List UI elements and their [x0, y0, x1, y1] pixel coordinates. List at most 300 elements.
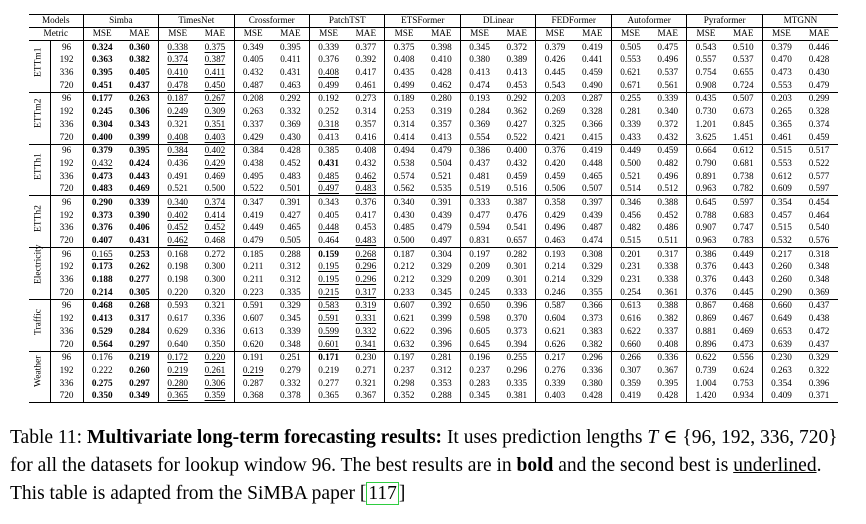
metric-value: 0.208 [242, 93, 264, 104]
metric-value: 0.193 [544, 248, 566, 259]
value-cell [196, 222, 234, 235]
value-cell [423, 131, 461, 144]
value-cell [385, 351, 423, 364]
value-cell [687, 338, 725, 351]
value-cell [611, 66, 649, 79]
model-header: Autoformer [611, 15, 686, 28]
value-cell [460, 170, 498, 183]
metric-value: 0.403 [544, 390, 566, 401]
metric-value: 0.470 [771, 54, 792, 65]
caption-bold-word: bold [516, 455, 554, 476]
metric-value: 0.408 [393, 54, 415, 65]
value-cell [423, 196, 461, 209]
value-cell [83, 118, 121, 131]
value-cell [611, 312, 649, 325]
value-cell [725, 286, 763, 299]
value-cell [121, 131, 159, 144]
value-cell [574, 222, 612, 235]
value-cell [121, 312, 159, 325]
metric-value: 0.576 [808, 235, 830, 246]
metric-value: 0.479 [430, 222, 452, 233]
metric-value: 0.426 [544, 54, 566, 65]
value-cell [649, 222, 687, 235]
metric-value: 0.435 [393, 67, 415, 78]
metric-value: 0.782 [732, 183, 754, 194]
value-cell [687, 79, 725, 92]
value-cell [574, 144, 612, 157]
value-cell [800, 66, 838, 79]
value-cell [649, 144, 687, 157]
value-cell [574, 312, 612, 325]
value-cell [536, 325, 574, 338]
value-cell [159, 170, 197, 183]
value-cell [347, 183, 385, 196]
table-row [29, 196, 838, 209]
metric-value: 0.233 [393, 286, 415, 297]
second-best-value: 0.408 [318, 67, 339, 78]
best-value: 0.405 [129, 67, 150, 78]
table-row [29, 286, 838, 299]
metric-value: 0.283 [469, 377, 490, 388]
value-cell [800, 105, 838, 118]
metric-value: 0.329 [430, 274, 452, 285]
metric-value: 0.339 [280, 325, 301, 336]
value-cell [536, 299, 574, 312]
metric-value: 0.436 [167, 157, 189, 168]
value-cell [159, 325, 197, 338]
value-cell [423, 377, 461, 390]
metric-value: 0.891 [695, 170, 717, 181]
value-cell [272, 131, 310, 144]
value-cell [762, 248, 800, 261]
second-best-value: 0.267 [204, 93, 226, 104]
metric-value: 0.449 [732, 248, 754, 259]
value-cell [725, 351, 763, 364]
value-cell [800, 286, 838, 299]
value-cell [83, 105, 121, 118]
value-cell [159, 390, 197, 403]
value-cell [159, 299, 197, 312]
metric-value: 0.339 [657, 93, 679, 104]
metric-value: 0.607 [393, 300, 415, 311]
metric-value: 0.384 [242, 145, 264, 156]
value-cell [574, 66, 612, 79]
metric-value: 0.348 [280, 338, 301, 349]
metric-value: 0.376 [355, 196, 377, 207]
metric-value: 0.335 [506, 377, 528, 388]
value-cell [611, 234, 649, 247]
value-cell [649, 92, 687, 105]
value-cell [649, 312, 687, 325]
value-cell [762, 390, 800, 403]
value-cell [310, 209, 348, 222]
value-cell [159, 196, 197, 209]
value-cell [347, 248, 385, 261]
value-cell [611, 248, 649, 261]
results-table-container [29, 14, 838, 403]
metric-value: 0.613 [620, 300, 641, 311]
metric-value: 0.419 [242, 209, 264, 220]
value-cell [536, 118, 574, 131]
metric-value: 0.362 [506, 106, 528, 117]
value-cell [800, 351, 838, 364]
metric-value: 0.486 [657, 222, 679, 233]
value-cell [611, 209, 649, 222]
metric-value: 0.724 [732, 79, 754, 90]
value-cell [574, 209, 612, 222]
prediction-length-cell: 192 [50, 261, 83, 274]
metric-value: 0.427 [280, 209, 301, 220]
metric-value: 0.287 [581, 93, 603, 104]
second-best-value: 0.359 [204, 390, 226, 401]
value-cell [460, 41, 498, 54]
metric-value: 0.739 [695, 364, 717, 375]
metric-value: 0.517 [808, 145, 830, 156]
value-cell [83, 377, 121, 390]
value-cell [649, 377, 687, 390]
metric-value: 0.432 [657, 131, 679, 142]
value-cell [159, 234, 197, 247]
value-cell [196, 105, 234, 118]
value-cell [800, 234, 838, 247]
metric-value: 0.428 [808, 54, 830, 65]
metric-value: 0.388 [657, 300, 679, 311]
metric-value: 0.273 [355, 93, 377, 104]
table-caption [10, 424, 856, 508]
metric-value: 0.561 [657, 79, 679, 90]
value-cell [234, 118, 272, 131]
value-cell [687, 364, 725, 377]
value-cell [536, 286, 574, 299]
value-cell [762, 92, 800, 105]
value-cell [310, 105, 348, 118]
metric-value: 0.191 [242, 352, 264, 363]
metric-value: 0.339 [318, 41, 339, 52]
metric-value: 0.396 [808, 377, 830, 388]
metric-value: 0.245 [469, 286, 490, 297]
metric-value: 0.431 [280, 67, 301, 78]
second-best-value: 0.462 [355, 170, 377, 181]
prediction-length-cell: 192 [50, 312, 83, 325]
second-best-value: 0.319 [355, 300, 377, 311]
value-cell [460, 286, 498, 299]
metric-value: 0.496 [544, 222, 566, 233]
value-cell [611, 118, 649, 131]
metric-value: 0.501 [280, 183, 301, 194]
second-best-value: 0.485 [318, 170, 339, 181]
metric-value: 0.371 [808, 390, 830, 401]
value-cell [762, 325, 800, 338]
value-cell [159, 79, 197, 92]
value-cell [725, 209, 763, 222]
metric-value: 0.461 [355, 79, 377, 90]
value-cell [687, 183, 725, 196]
metric-value: 0.254 [620, 286, 641, 297]
metric-value: 0.284 [469, 106, 490, 117]
metric-value: 0.626 [544, 338, 566, 349]
best-value: 0.159 [318, 248, 339, 259]
second-best-value: 0.268 [355, 248, 377, 259]
value-cell [423, 92, 461, 105]
second-best-value: 0.410 [167, 67, 189, 78]
value-cell [611, 351, 649, 364]
metric-value: 0.276 [544, 364, 566, 375]
second-best-value: 0.219 [167, 364, 189, 375]
metric-value: 0.336 [204, 313, 226, 324]
table-row [29, 170, 838, 183]
metric-value: 0.219 [318, 364, 339, 375]
value-cell [121, 248, 159, 261]
metric-value: 0.419 [581, 41, 603, 52]
best-value: 0.245 [91, 106, 113, 117]
metric-value: 0.622 [695, 352, 717, 363]
best-value: 0.363 [91, 54, 113, 65]
metric-value: 0.237 [393, 364, 415, 375]
value-cell [83, 390, 121, 403]
second-best-value: 0.448 [318, 222, 339, 233]
value-cell [611, 105, 649, 118]
value-cell [196, 273, 234, 286]
metric-value: 0.396 [430, 325, 452, 336]
metric-value: 0.212 [393, 261, 415, 272]
value-cell [196, 183, 234, 196]
value-cell [234, 222, 272, 235]
value-cell [83, 131, 121, 144]
value-cell [385, 234, 423, 247]
metric-header: MSE [762, 28, 800, 41]
value-cell [272, 377, 310, 390]
metric-value: 0.237 [469, 364, 490, 375]
value-cell [498, 273, 536, 286]
metric-value: 0.214 [544, 261, 566, 272]
metric-value: 0.367 [657, 364, 679, 375]
metric-value: 0.203 [771, 93, 792, 104]
value-cell [611, 273, 649, 286]
value-cell [687, 325, 725, 338]
metric-value: 0.443 [732, 274, 754, 285]
value-cell [385, 41, 423, 54]
metric-value: 0.338 [657, 274, 679, 285]
value-cell [762, 157, 800, 170]
value-cell [687, 209, 725, 222]
value-cell [423, 170, 461, 183]
second-best-value: 0.387 [204, 54, 226, 65]
metric-value: 0.395 [657, 377, 679, 388]
value-cell [310, 286, 348, 299]
metric-value: 0.272 [204, 248, 226, 259]
value-cell [800, 118, 838, 131]
metric-value: 0.231 [620, 261, 641, 272]
value-cell [574, 390, 612, 403]
metric-value: 0.557 [695, 54, 717, 65]
value-cell [725, 170, 763, 183]
value-cell [159, 222, 197, 235]
metric-value: 0.437 [469, 157, 490, 168]
second-best-value: 0.601 [318, 338, 339, 349]
metric-value: 0.220 [167, 286, 189, 297]
value-cell [196, 377, 234, 390]
model-header: Pyraformer [687, 15, 762, 28]
prediction-length-cell: 96 [50, 41, 83, 54]
value-cell [272, 286, 310, 299]
value-cell [498, 66, 536, 79]
metric-value: 0.408 [657, 338, 679, 349]
value-cell [234, 261, 272, 274]
metric-value: 0.253 [393, 106, 415, 117]
value-cell [83, 364, 121, 377]
value-cell [159, 209, 197, 222]
value-cell [385, 131, 423, 144]
value-cell [574, 364, 612, 377]
value-cell [310, 248, 348, 261]
value-cell [347, 364, 385, 377]
metric-value: 0.365 [771, 118, 792, 129]
value-cell [347, 222, 385, 235]
second-best-value: 0.331 [355, 313, 377, 324]
best-value: 0.473 [91, 170, 113, 181]
value-cell [611, 92, 649, 105]
metric-value: 0.217 [771, 248, 792, 259]
value-cell [272, 325, 310, 338]
best-value: 0.390 [129, 209, 150, 220]
best-value: 0.177 [91, 93, 113, 104]
metric-value: 0.730 [695, 106, 717, 117]
value-cell [272, 234, 310, 247]
value-cell [310, 157, 348, 170]
value-cell [498, 196, 536, 209]
metric-value: 0.428 [657, 390, 679, 401]
metric-value: 0.487 [581, 222, 603, 233]
second-best-value: 0.414 [204, 209, 226, 220]
table-row [29, 390, 838, 403]
metric-value: 0.754 [695, 67, 717, 78]
metric-value: 0.430 [808, 67, 830, 78]
metric-value: 0.265 [771, 106, 792, 117]
value-cell [725, 66, 763, 79]
value-cell [159, 338, 197, 351]
metric-value: 0.333 [506, 286, 528, 297]
value-cell [385, 118, 423, 131]
metric-value: 0.345 [430, 286, 452, 297]
value-cell [800, 377, 838, 390]
value-cell [121, 157, 159, 170]
value-cell [498, 183, 536, 196]
value-cell [649, 325, 687, 338]
metric-value: 0.196 [469, 352, 490, 363]
metric-value: 0.419 [620, 390, 641, 401]
value-cell [83, 92, 121, 105]
second-best-value: 0.215 [318, 286, 339, 297]
value-cell [762, 170, 800, 183]
value-cell [725, 157, 763, 170]
value-cell [460, 261, 498, 274]
value-cell [800, 222, 838, 235]
best-value: 0.343 [129, 118, 150, 129]
value-cell [347, 66, 385, 79]
value-cell [423, 79, 461, 92]
value-cell [196, 118, 234, 131]
best-value: 0.406 [129, 222, 150, 233]
metric-value: 0.251 [280, 352, 301, 363]
value-cell [234, 209, 272, 222]
metric-value: 0.400 [506, 145, 528, 156]
value-cell [385, 209, 423, 222]
value-cell [423, 41, 461, 54]
value-cell [234, 170, 272, 183]
metric-value: 0.350 [204, 338, 226, 349]
value-cell [725, 118, 763, 131]
metric-value: 0.201 [620, 248, 641, 259]
second-best-value: 0.432 [91, 157, 113, 168]
metric-value: 0.649 [771, 313, 792, 324]
metric-header: MAE [574, 28, 612, 41]
metric-value: 0.463 [544, 235, 566, 246]
value-cell [310, 170, 348, 183]
value-cell [423, 248, 461, 261]
metric-value: 0.494 [393, 145, 415, 156]
value-cell [460, 157, 498, 170]
metric-value: 0.507 [581, 183, 603, 194]
value-cell [574, 338, 612, 351]
metric-value: 0.413 [430, 131, 452, 142]
metric-value: 0.907 [695, 222, 717, 233]
value-cell [83, 234, 121, 247]
metric-value: 0.339 [620, 118, 641, 129]
value-cell [687, 144, 725, 157]
value-cell [574, 299, 612, 312]
metric-value: 0.515 [771, 145, 792, 156]
best-value: 0.214 [91, 286, 113, 297]
second-best-value: 0.261 [204, 364, 226, 375]
metric-header: MAE [347, 28, 385, 41]
dataset-label-cell [29, 299, 50, 351]
value-cell [536, 390, 574, 403]
metric-value: 0.896 [695, 338, 717, 349]
value-cell [498, 157, 536, 170]
metric-value: 0.292 [506, 93, 528, 104]
value-cell [687, 131, 725, 144]
value-cell [725, 144, 763, 157]
best-value: 0.339 [129, 196, 150, 207]
value-cell [423, 364, 461, 377]
value-cell [159, 144, 197, 157]
value-cell [800, 364, 838, 377]
value-cell [762, 261, 800, 274]
value-cell [196, 209, 234, 222]
metric-value: 0.319 [430, 106, 452, 117]
value-cell [536, 312, 574, 325]
value-cell [121, 118, 159, 131]
value-cell [272, 261, 310, 274]
value-cell [687, 41, 725, 54]
value-cell [687, 312, 725, 325]
value-cell [498, 390, 536, 403]
value-cell [234, 325, 272, 338]
value-cell [347, 312, 385, 325]
second-best-value: 0.341 [355, 338, 377, 349]
value-cell [574, 41, 612, 54]
metric-value: 0.482 [657, 157, 679, 168]
metric-value: 0.366 [581, 300, 603, 311]
value-cell [574, 261, 612, 274]
value-cell [234, 312, 272, 325]
metric-value: 0.382 [581, 338, 603, 349]
metric-value: 0.369 [280, 118, 301, 129]
model-header: PatchTST [310, 15, 385, 28]
metric-value: 0.598 [469, 313, 490, 324]
citation-link[interactable]: 117 [368, 483, 397, 504]
value-cell [83, 196, 121, 209]
